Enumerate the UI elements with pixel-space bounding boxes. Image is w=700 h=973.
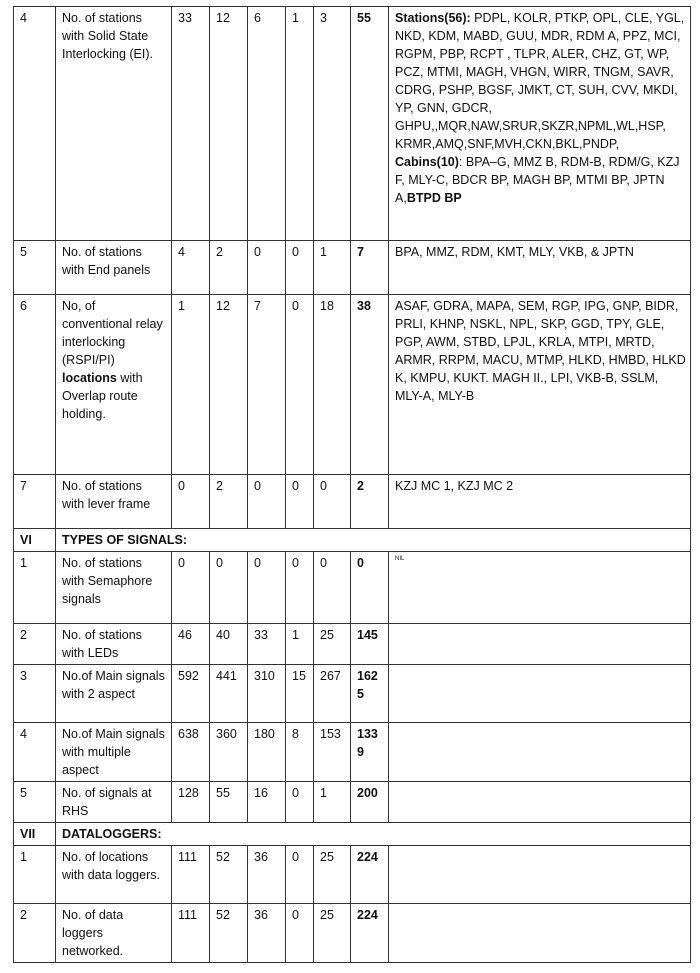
total-cell: 1625: [351, 665, 389, 723]
table-row: [14, 665, 691, 723]
value-cell: 12: [210, 295, 248, 475]
remarks-cell: [389, 904, 691, 963]
value-cell: 1: [286, 624, 314, 665]
serial-number: 7: [14, 475, 56, 529]
serial-number: 6: [14, 295, 56, 475]
total-cell: 1339: [351, 723, 389, 782]
value-cell: 40: [210, 624, 248, 665]
value-cell: 25: [314, 846, 351, 904]
total-cell: 38: [351, 295, 389, 475]
total-cell: 55: [351, 7, 389, 241]
value-cell: 111: [172, 846, 210, 904]
remarks-cell: [389, 665, 691, 723]
description-text: with Overlap route holding.: [62, 371, 143, 421]
value-cell: 4: [172, 241, 210, 295]
serial-number: 1: [14, 552, 56, 624]
remarks-cell: [389, 723, 691, 782]
section-header-row: [14, 529, 691, 552]
table-row: [14, 846, 691, 904]
value-cell: 0: [286, 295, 314, 475]
value-cell: 36: [248, 904, 286, 963]
value-cell: 310: [248, 665, 286, 723]
item-description: No. of stations with Semaphore signals: [56, 552, 172, 624]
value-cell: 0: [286, 241, 314, 295]
value-cell: 153: [314, 723, 351, 782]
total-cell: 224: [351, 846, 389, 904]
remarks-text: PDPL, KOLR, PTKP, OPL, CLE, YGL, NKD, KDM, MABD, GUU, MDR, RDM A, PPZ, MCI, RGPM, PBP, RCPT , TLPR, ALER, CHZ, GT, WP, PCZ, MTMI, MAGH, VHGN, WIRR, TNGM, SAVR, CDRG, PSHP, BGSF, JMKT, CT, SUH, CVV, MKDI, YP, GNN, GDCR, GHPU,,MQR,NAW,SRUR,SKZR,NPML,WL,HSP, KRMR,AMQ,SNF,MVH,CKN,BKL,PNDP,: [395, 11, 685, 151]
value-cell: 52: [210, 846, 248, 904]
item-description: No. of stations with lever frame: [56, 475, 172, 529]
value-cell: 33: [248, 624, 286, 665]
serial-number: 4: [14, 7, 56, 241]
value-cell: 0: [172, 475, 210, 529]
value-cell: 18: [314, 295, 351, 475]
value-cell: 111: [172, 904, 210, 963]
value-cell: 33: [172, 7, 210, 241]
value-cell: 8: [286, 723, 314, 782]
value-cell: 25: [314, 624, 351, 665]
remarks-heading: Cabins(10): [395, 155, 459, 169]
signalling-statistics-table: [13, 6, 691, 963]
value-cell: 15: [286, 665, 314, 723]
value-cell: 592: [172, 665, 210, 723]
value-cell: 0: [248, 241, 286, 295]
total-cell: 7: [351, 241, 389, 295]
remarks-cell: NIL: [389, 552, 691, 624]
table-row: [14, 7, 691, 241]
remarks-text: : BPA–G, MMZ B, RDM-B, RDM/G, KZJ F, MLY-C, BDCR BP, MAGH BP, MTMI BP, JPTN A,: [395, 155, 680, 205]
item-description: No. of stations with LEDs: [56, 624, 172, 665]
remarks-cell: [389, 7, 691, 241]
value-cell: 1: [314, 241, 351, 295]
item-description: No. of stations with Solid State Interlocking (EI).: [56, 7, 172, 241]
item-description: No. of locations with data loggers.: [56, 846, 172, 904]
value-cell: 638: [172, 723, 210, 782]
value-cell: 267: [314, 665, 351, 723]
value-cell: 0: [248, 475, 286, 529]
value-cell: 6: [248, 7, 286, 241]
table-row: [14, 723, 691, 782]
table-row: [14, 904, 691, 963]
table-row: [14, 241, 691, 295]
serial-number: 2: [14, 624, 56, 665]
value-cell: 128: [172, 782, 210, 823]
value-cell: 46: [172, 624, 210, 665]
value-cell: 0: [286, 552, 314, 624]
value-cell: 0: [286, 904, 314, 963]
remarks-cell: [389, 782, 691, 823]
value-cell: 1: [286, 7, 314, 241]
total-cell: 2: [351, 475, 389, 529]
total-cell: 224: [351, 904, 389, 963]
value-cell: 25: [314, 904, 351, 963]
remarks-heading: Stations(56):: [395, 11, 471, 25]
value-cell: 12: [210, 7, 248, 241]
value-cell: 0: [314, 552, 351, 624]
item-description: No. of stations with End panels: [56, 241, 172, 295]
value-cell: 360: [210, 723, 248, 782]
item-description: No.of Main signals with multiple aspect: [56, 723, 172, 782]
item-description: No. of signals at RHS: [56, 782, 172, 823]
value-cell: 55: [210, 782, 248, 823]
value-cell: 0: [248, 552, 286, 624]
serial-number: 3: [14, 665, 56, 723]
value-cell: 0: [314, 475, 351, 529]
total-cell: 145: [351, 624, 389, 665]
value-cell: 7: [248, 295, 286, 475]
value-cell: 16: [248, 782, 286, 823]
section-title: TYPES OF SIGNALS:: [56, 529, 691, 552]
value-cell: 0: [286, 475, 314, 529]
remarks-cell: BPA, MMZ, RDM, KMT, MLY, VKB, & JPTN: [389, 241, 691, 295]
item-description: No.of Main signals with 2 aspect: [56, 665, 172, 723]
value-cell: 2: [210, 475, 248, 529]
table-row: [14, 295, 691, 475]
value-cell: 2: [210, 241, 248, 295]
value-cell: 3: [314, 7, 351, 241]
value-cell: 1: [314, 782, 351, 823]
value-cell: 0: [210, 552, 248, 624]
table-row: [14, 782, 691, 823]
value-cell: 180: [248, 723, 286, 782]
section-title: DATALOGGERS:: [56, 823, 691, 846]
value-cell: 52: [210, 904, 248, 963]
serial-number: 5: [14, 241, 56, 295]
remarks-cell: [389, 846, 691, 904]
value-cell: 0: [286, 782, 314, 823]
serial-number: 5: [14, 782, 56, 823]
section-number: VII: [14, 823, 56, 846]
remarks-cell: KZJ MC 1, KZJ MC 2: [389, 475, 691, 529]
table-row: [14, 552, 691, 624]
remarks-cell: [389, 624, 691, 665]
value-cell: 1: [172, 295, 210, 475]
serial-number: 1: [14, 846, 56, 904]
item-description: [56, 295, 172, 475]
table-row: [14, 624, 691, 665]
description-text: No, of conventional relay interlocking (RSPI/PI): [62, 299, 163, 367]
item-description: No. of data loggers networked.: [56, 904, 172, 963]
section-number: VI: [14, 529, 56, 552]
remarks-cell: ASAF, GDRA, MAPA, SEM, RGP, IPG, GNP, BIDR, PRLI, KHNP, NSKL, NPL, SKP, GGD, TPY, GLE, PGP, AWM, STBD, LPJL, KRLA, MTPI, MRTD, ARMR, RRPM, MACU, MTMP, HLKD, HMBD, HLKD K, KMPU, KUKT. MAGH II., LPI, VKB-B, SSLM, MLY-A, MLY-B: [389, 295, 691, 475]
total-cell: 0: [351, 552, 389, 624]
table-row: [14, 475, 691, 529]
serial-number: 2: [14, 904, 56, 963]
value-cell: 0: [172, 552, 210, 624]
remarks-heading: BTPD BP: [406, 191, 462, 205]
description-emphasis: locations: [62, 371, 117, 385]
serial-number: 4: [14, 723, 56, 782]
value-cell: 441: [210, 665, 248, 723]
section-header-row: [14, 823, 691, 846]
value-cell: 0: [286, 846, 314, 904]
value-cell: 36: [248, 846, 286, 904]
total-cell: 200: [351, 782, 389, 823]
